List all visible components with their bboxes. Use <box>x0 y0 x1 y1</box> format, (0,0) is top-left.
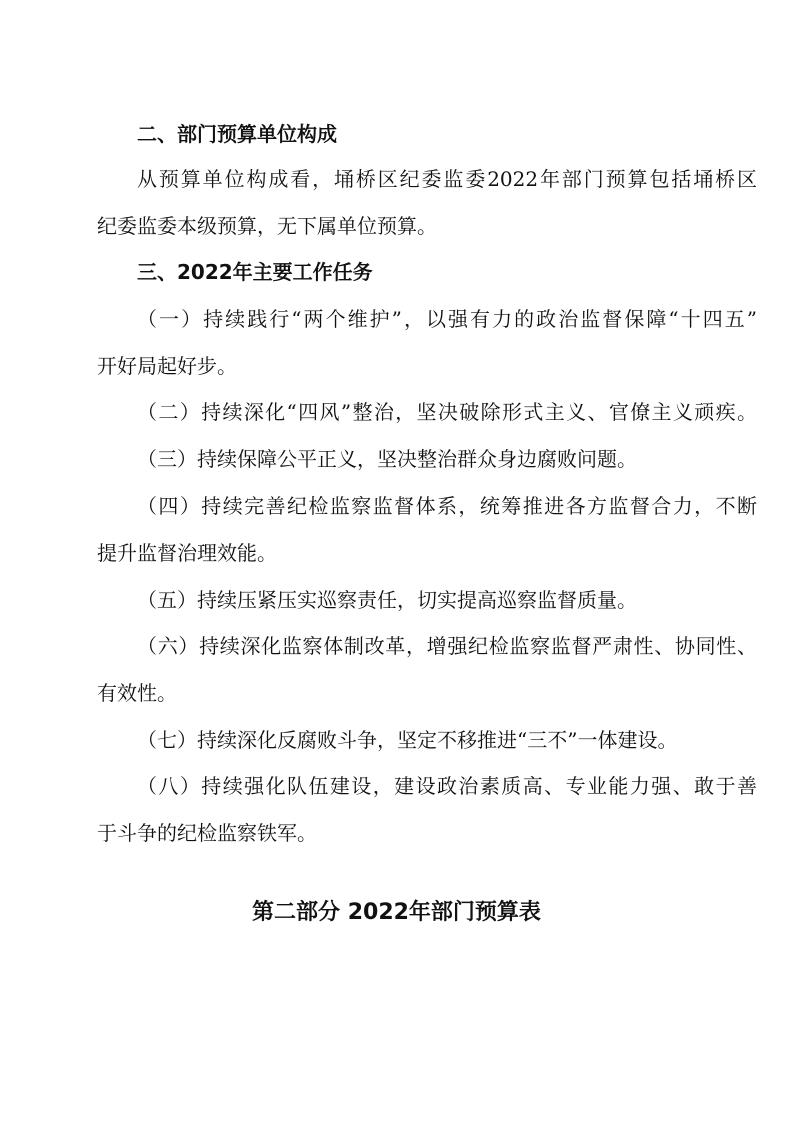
task-item-4-line-1: （四）持续完善纪检监察监督体系，统筹推进各方监督合力，不断 <box>137 494 757 518</box>
task-item-2: （二）持续深化“四风”整治，坚决破除形式主义、官僚主义顽疾。 <box>137 400 757 424</box>
section-heading-budget-units: 二、部门预算单位构成 <box>137 122 337 146</box>
task-item-6-line-2: 有效性。 <box>97 681 177 705</box>
task-item-1-line-1: （一）持续践行“两个维护”，以强有力的政治监督保障“十四五” <box>137 307 757 331</box>
part-two-title: 第二部分 2022年部门预算表 <box>252 900 541 925</box>
task-item-8-line-1: （八）持续强化队伍建设，建设政治素质高、专业能力强、敢于善 <box>137 774 757 798</box>
task-item-4-line-2: 提升监督治理效能。 <box>97 541 277 565</box>
task-item-6-line-1: （六）持续深化监察体制改革，增强纪检监察监督严肃性、协同性、 <box>137 634 757 658</box>
section-heading-main-tasks: 三、2022年主要工作任务 <box>137 260 373 284</box>
task-item-7: （七）持续深化反腐败斗争，坚定不移推进“三不”一体建设。 <box>137 728 678 752</box>
budget-units-paragraph-line-1: 从预算单位构成看，埇桥区纪委监委2022年部门预算包括埇桥区 <box>137 167 757 191</box>
task-item-1-line-2: 开好局起好步。 <box>97 354 237 378</box>
task-item-3: （三）持续保障公平正义，坚决整治群众身边腐败问题。 <box>137 447 637 471</box>
budget-units-paragraph-line-2: 纪委监委本级预算，无下属单位预算。 <box>97 214 437 238</box>
task-item-5: （五）持续压紧压实巡察责任，切实提高巡察监督质量。 <box>137 588 637 612</box>
task-item-8-line-2: 于斗争的纪检监察铁军。 <box>97 821 317 845</box>
